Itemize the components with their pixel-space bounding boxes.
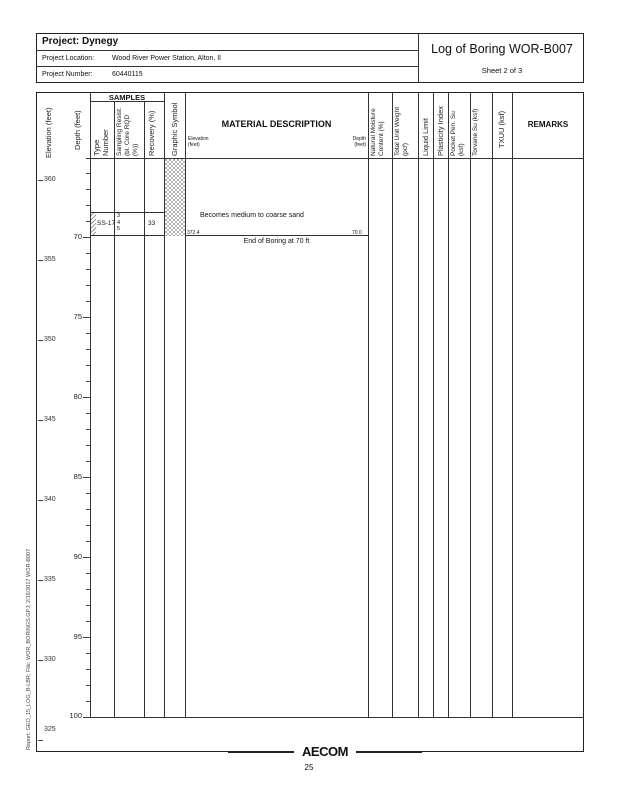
depth-tick [86, 541, 90, 542]
depth-label: 70 [73, 232, 82, 241]
col-header-torvane: Torvane Su (ksf) [472, 108, 479, 156]
end-depth-note: 70.0 [352, 230, 362, 236]
depth-tick [83, 557, 90, 558]
elevation-tick [38, 580, 43, 581]
project-title: Project: Dynegy [42, 36, 119, 47]
col-line-type [90, 92, 91, 717]
depth-tick [83, 237, 90, 238]
col-header-plasticity: Plasticity Index [436, 105, 445, 156]
depth-tick [83, 397, 90, 398]
depth-tick [86, 429, 90, 430]
location-value: Wood River Power Station, Alton, Il [112, 55, 221, 62]
depth-tick [83, 317, 90, 318]
depth-tick [86, 589, 90, 590]
col-line-txuu [492, 92, 493, 717]
elevation-label: 360 [44, 176, 56, 183]
depth-label: 100 [69, 711, 82, 720]
depth-tick [86, 413, 90, 414]
elevation-tick [38, 500, 43, 501]
sample-top-rule [90, 212, 164, 213]
col-header-txuu: TXUU (ksf) [497, 110, 506, 148]
elevation-label: 340 [44, 496, 56, 503]
col-line-resist [144, 101, 145, 717]
sheet-number: Sheet 2 of 3 [481, 66, 523, 75]
depth-label: 80 [73, 392, 82, 401]
depth-tick [86, 381, 90, 382]
header-rule-1 [36, 50, 418, 51]
col-line-number [114, 101, 115, 717]
location-label: Project Location: [42, 55, 95, 62]
sample-number: SS-17 [97, 220, 116, 227]
sample-blows: 3 4 5 [117, 213, 121, 232]
description-line: Becomes medium to coarse sand [200, 212, 304, 219]
end-of-boring: End of Boring at 70 ft [243, 238, 310, 245]
depth-tick [86, 349, 90, 350]
depth-tick [86, 653, 90, 654]
col-header-moisture: Natural Moisture Content (%) [370, 108, 385, 156]
depth-tick [86, 285, 90, 286]
col-line-pocketpen [448, 92, 449, 717]
col-header-material: MATERIAL DESCRIPTION [221, 119, 332, 129]
depth-tick [86, 621, 90, 622]
depth-tick [86, 701, 90, 702]
col-header-remarks: REMARKS [527, 120, 569, 129]
elevation-tick [38, 260, 43, 261]
depth-tick [86, 525, 90, 526]
col-line-plasticity [433, 92, 434, 717]
col-header-graphic: Graphic Symbol [170, 102, 179, 156]
log-table [36, 92, 584, 752]
boring-end-rule [185, 235, 368, 236]
col-header-samples: SAMPLES [108, 93, 146, 102]
side-file-reference: Report: GEO_15_LOG_B-LBR; File: WOR_BORINGS.GPJ; 2/16/2017 WOR-B007 [26, 548, 32, 750]
log-bottom-rule [90, 717, 584, 718]
depth-tick [86, 461, 90, 462]
elevation-tick [38, 660, 43, 661]
depth-tick [86, 573, 90, 574]
col-line-remarks [512, 92, 513, 717]
depth-tick [86, 669, 90, 670]
col-line-unitweight [392, 92, 393, 717]
elevation-label: 335 [44, 576, 56, 583]
col-header-sampling-resist: Sampling Resist. (bl. Core RQD (%)) [116, 107, 139, 156]
depth-tick [86, 509, 90, 510]
depth-tick [86, 269, 90, 270]
page-number: 25 [304, 763, 314, 772]
depth-tick [86, 445, 90, 446]
depth-tick [86, 173, 90, 174]
col-header-depth: Depth (feet) [73, 110, 82, 150]
col-header-liquid-limit: Liquid Limit [421, 118, 430, 156]
col-header-unit-weight: Total Unit Weight (pcf) [394, 106, 409, 156]
sample-type-hatch [90, 212, 96, 235]
col-header-recovery: Recovery (%) [147, 110, 156, 156]
header-divider [418, 33, 419, 83]
number-value: 60440115 [112, 71, 143, 78]
col-header-pocket-pen: Pocket Pen. Su (ksf) [450, 111, 465, 156]
elevation-label: 355 [44, 256, 56, 263]
depth-tick [83, 717, 90, 718]
elevation-tick [38, 740, 43, 741]
depth-label: 95 [73, 632, 82, 641]
col-header-depth-small: Depth (feet) [352, 136, 366, 148]
col-line-material [185, 92, 186, 717]
elevation-label: 350 [44, 336, 56, 343]
col-header-type: Type [92, 139, 101, 156]
number-label: Project Number: [42, 71, 93, 78]
depth-tick [83, 477, 90, 478]
elevation-label: 330 [44, 656, 56, 663]
depth-tick [86, 333, 90, 334]
depth-tick [86, 205, 90, 206]
boring-title: Log of Boring WOR-B007 [431, 42, 573, 56]
depth-label: 90 [73, 552, 82, 561]
col-header-elevation: Elevation (feet) [44, 107, 53, 158]
col-header-number: Number [101, 129, 110, 156]
depth-tick [86, 253, 90, 254]
col-header-elev-small: Elevation (feet) [188, 136, 209, 148]
col-line-torvane [470, 92, 471, 717]
elevation-tick [38, 420, 43, 421]
depth-label: 75 [73, 312, 82, 321]
depth-tick [86, 685, 90, 686]
elevation-tick [38, 340, 43, 341]
depth-tick [86, 605, 90, 606]
footer-rule-left [228, 752, 294, 753]
elevation-tick [38, 180, 43, 181]
depth-tick [86, 365, 90, 366]
col-line-liquid [418, 92, 419, 717]
column-header-rule [86, 158, 584, 159]
sample-bottom-rule [90, 235, 164, 236]
depth-tick [86, 301, 90, 302]
col-line-moisture [368, 92, 369, 717]
end-elev-note: 372.4 [187, 230, 200, 236]
header-rule-2 [36, 66, 418, 67]
graphic-symbol-sand [165, 159, 185, 236]
depth-tick [86, 189, 90, 190]
depth-tick [83, 637, 90, 638]
sample-recovery: 33 [148, 220, 156, 227]
depth-label: 85 [73, 472, 82, 481]
depth-tick [86, 493, 90, 494]
elevation-label: 325 [44, 726, 56, 733]
footer-rule-right [356, 752, 422, 753]
aecom-logo: AECOM [294, 744, 356, 759]
elevation-label: 345 [44, 416, 56, 423]
